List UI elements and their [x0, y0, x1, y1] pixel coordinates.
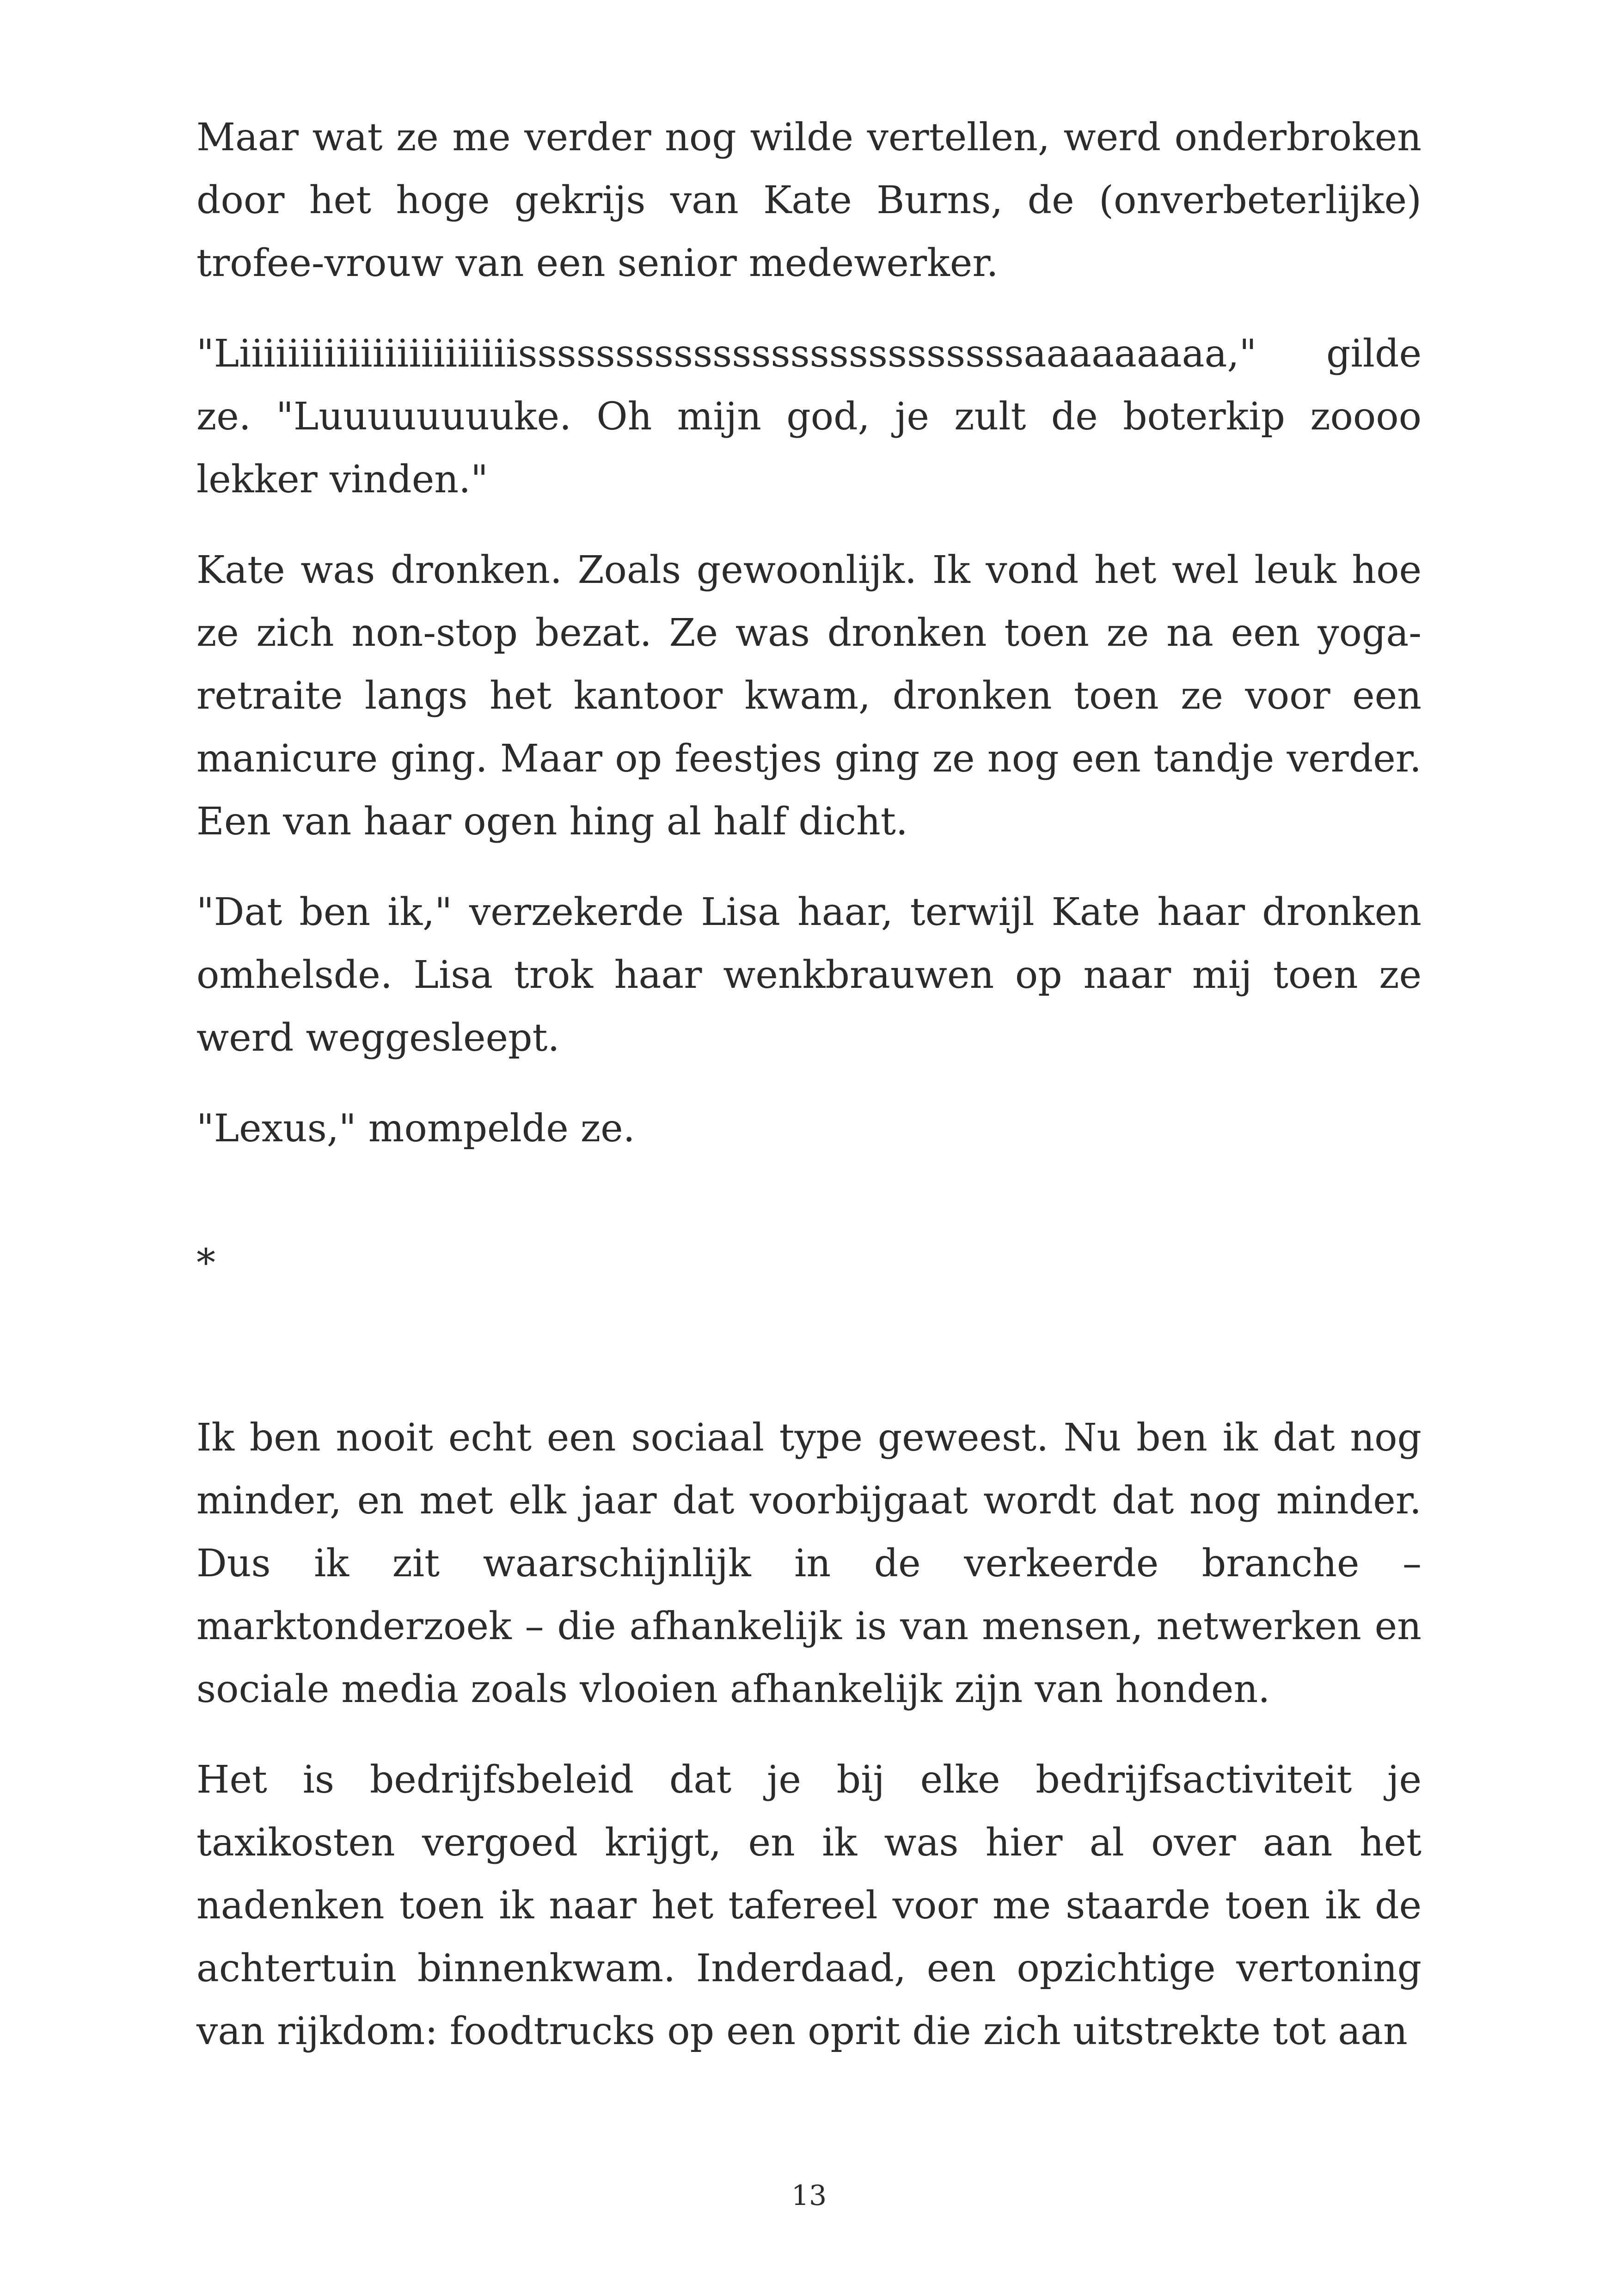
- paragraph-lexus: "Lexus," mompelde ze.: [196, 1107, 635, 1151]
- scene-break: *: [196, 1241, 215, 1285]
- paragraph-company-policy: Het is bedrijfsbeleid dat je bij elke bedrijfsactiviteit je taxikosten vergoed krijgt, en ik was hier al over aan het nadenken toen ik naar het tafereel voor me staarde toen ik de achtertuin binnenkwam. Inderdaad, een opzichtige vertoning van rijkdom: foodtrucks op een oprit die zich uitstrekte tot aan: [196, 1758, 1422, 2053]
- paragraph-kate-shout: "Liiiiiiiiiiiiiiiiiiiiiiissssssssssssssssssssssssssaaaaaaaaa," gilde ze. "Luuuuuuuuke. Oh mijn god, je zult de boterkip zoooo lekker vinden.": [196, 332, 1422, 502]
- paragraph-interrupted: Maar wat ze me verder nog wilde vertellen, werd onderbroken door het hoge gekrijs van Kate Burns, de (onverbeterlijke) trofee-vrouw van een senior medewerker.: [196, 116, 1422, 285]
- body-text: [196, 106, 1422, 2091]
- paragraph-kate-drunk: Kate was dronken. Zoals gewoonlijk. Ik vond het wel leuk hoe ze zich non-stop bezat. Ze was dronken toen ze na een yoga-retraite langs het kantoor kwam, dronken toen ze voor een manicure ging. Maar op feestjes ging ze nog een tandje verder. Een van haar ogen hing al half dicht.: [196, 548, 1422, 844]
- paragraph-social-type: Ik ben nooit echt een sociaal type geweest. Nu ben ik dat nog minder, en met elk jaar dat voorbijgaat wordt dat nog minder. Dus ik zit waarschijnlijk in de verkeerde branche – marktonderzoek – die afhankelijk is van mensen, netwerken en sociale media zoals vlooien afhankelijk zijn van honden.: [196, 1416, 1422, 1711]
- page-number: 13: [791, 2180, 827, 2212]
- paragraph-lisa-reply: "Dat ben ik," verzekerde Lisa haar, terwijl Kate haar dronken omhelsde. Lisa trok haar wenkbrauwen op naar mij toen ze werd weggesleept.: [196, 890, 1422, 1060]
